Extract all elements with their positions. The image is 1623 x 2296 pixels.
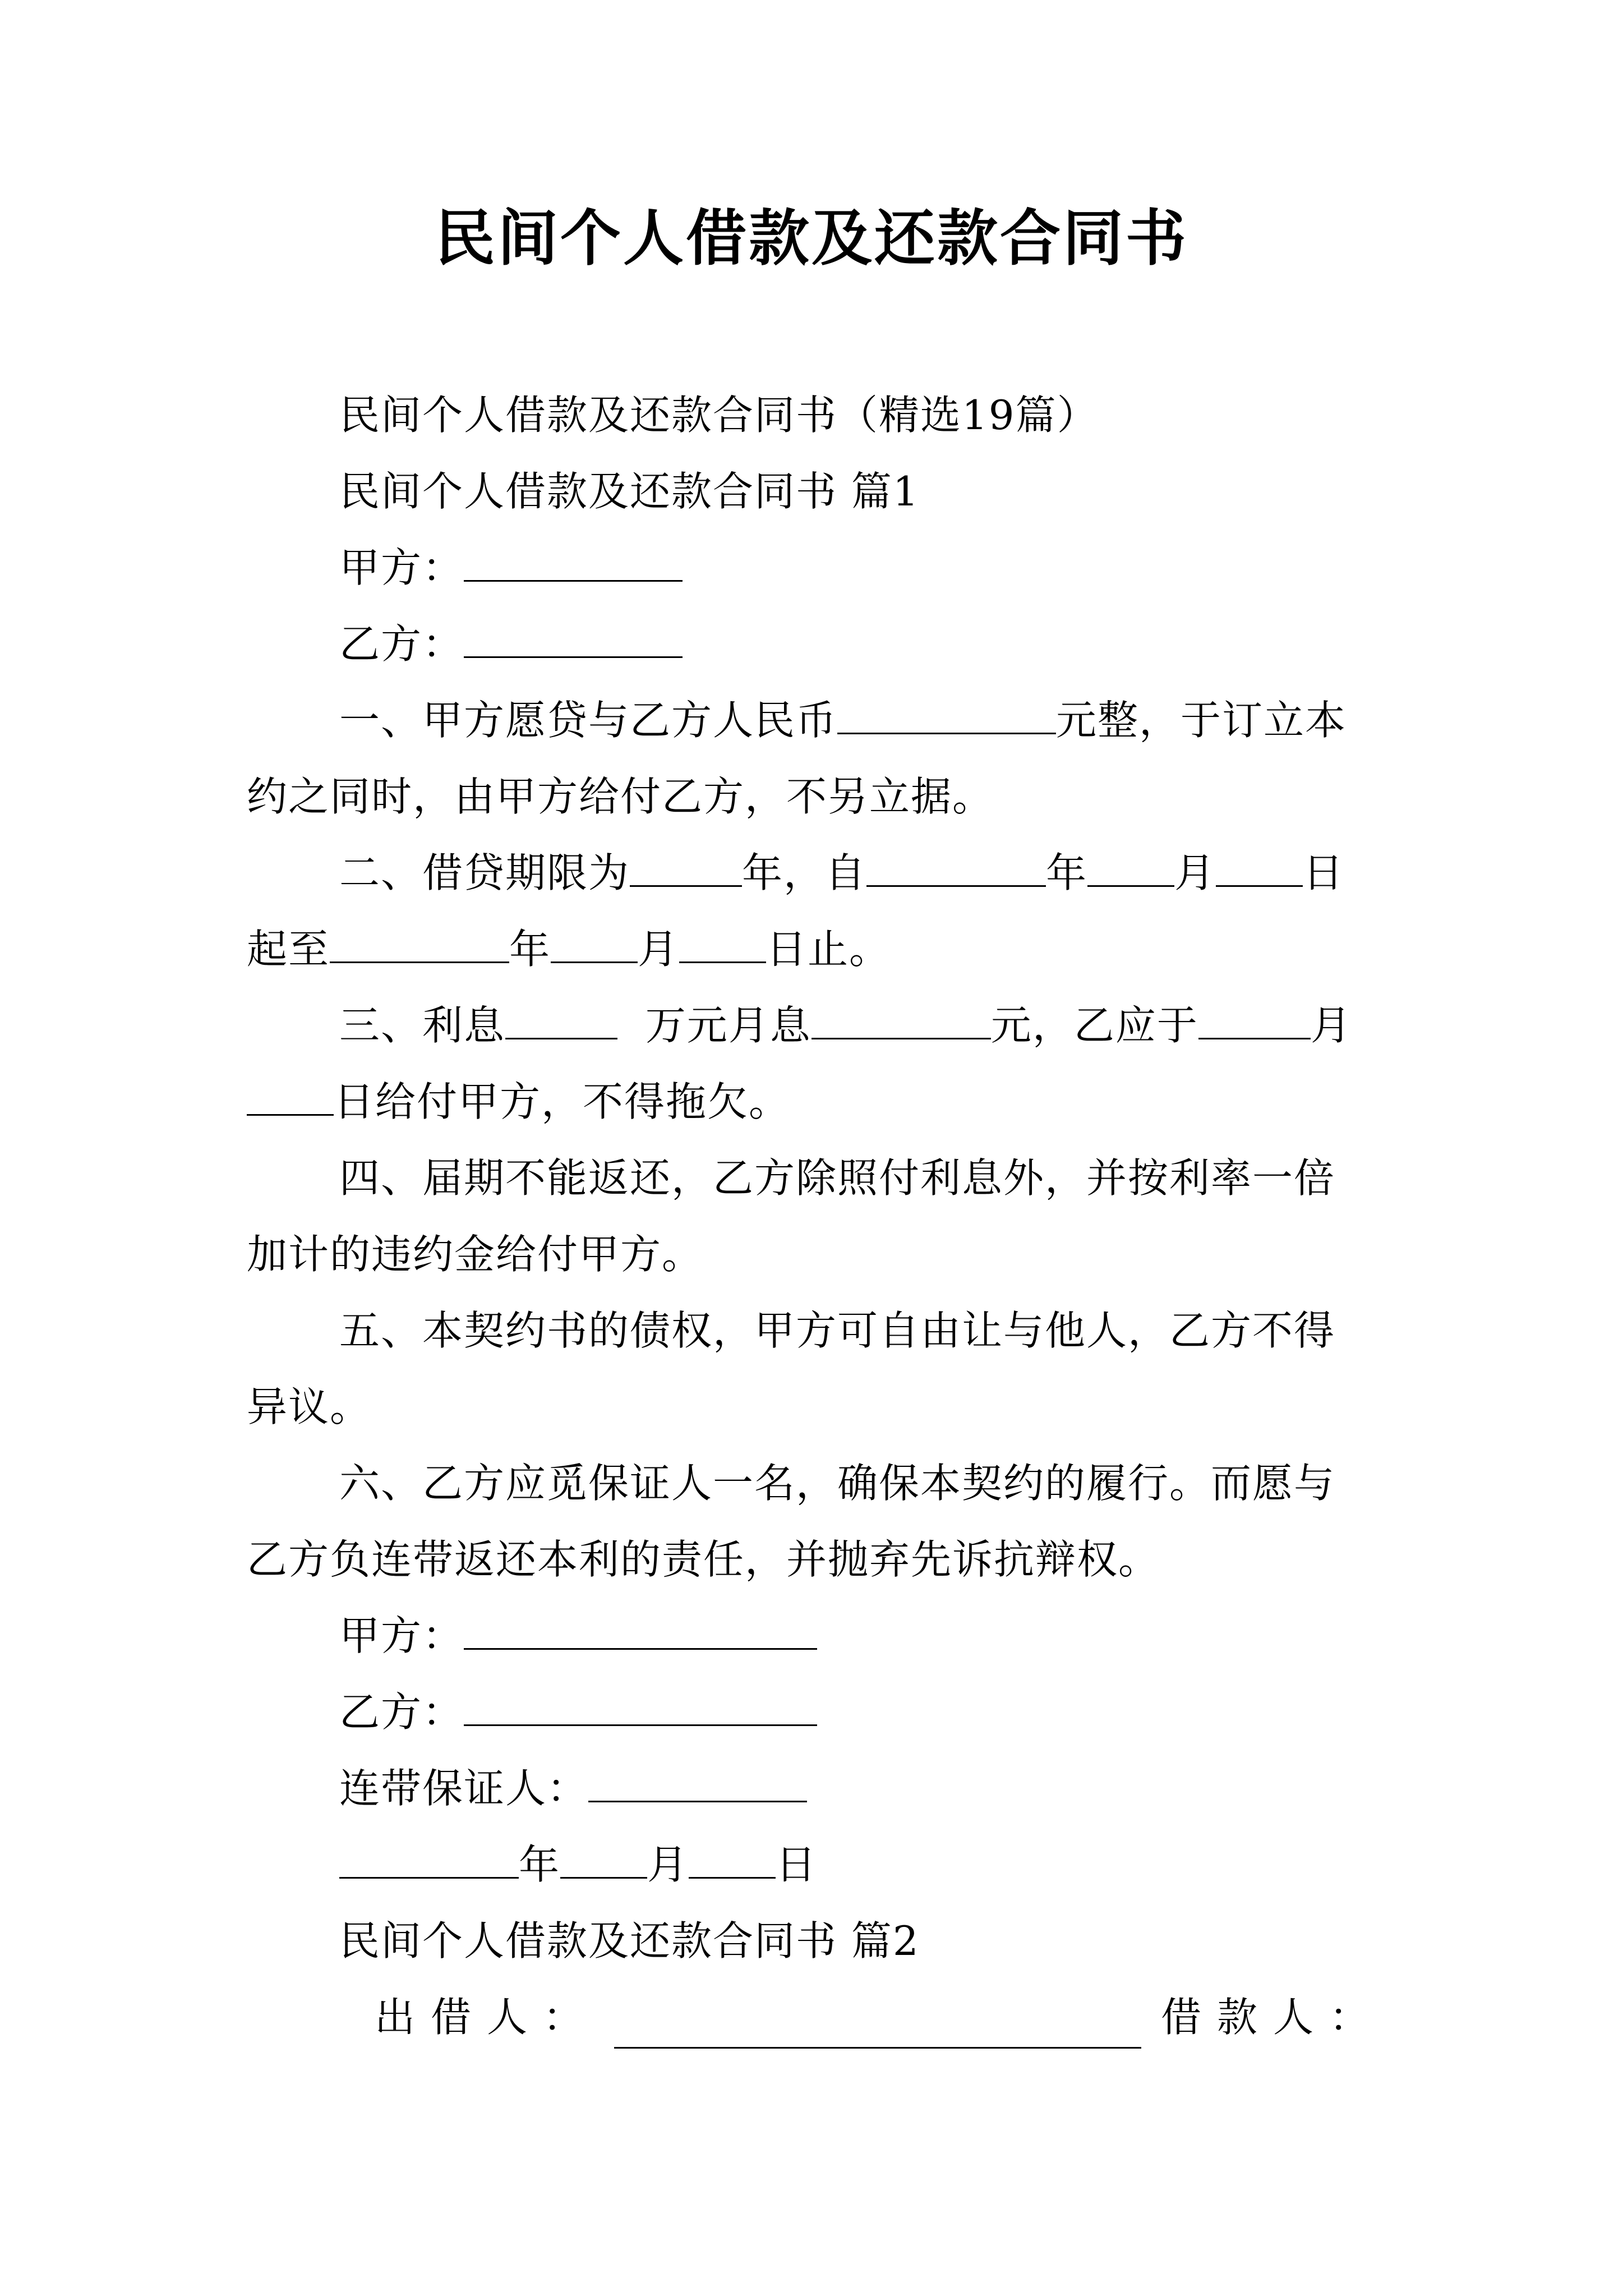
- start-year-blank: [866, 850, 1046, 887]
- clause-2-text-g: 年: [509, 926, 551, 973]
- pay-day-blank: [247, 1079, 334, 1116]
- monthly-interest-blank: [811, 1003, 991, 1039]
- clause-2-text-c: 年: [1046, 849, 1088, 896]
- sign-month-label: 月: [647, 1841, 689, 1888]
- clause-2-text-b: 年，自: [742, 849, 867, 896]
- end-day-blank: [679, 927, 766, 963]
- sign-party-a-label: 甲方：: [339, 1612, 464, 1659]
- clause-1-line-2: 约之同时，由甲方给付乙方，不另立据。: [247, 773, 994, 820]
- clause-2-line-2: [247, 921, 891, 977]
- clause-6-line-1: 六、乙方应觅保证人一名，确保本契约的履行。而愿与: [339, 1460, 1336, 1507]
- sign-party-b-blank: [464, 1690, 817, 1726]
- clause-4-line-2: 加计的违约金给付甲方。: [247, 1231, 704, 1278]
- sign-day-label: 日: [776, 1841, 818, 1888]
- section-heading-2: 民间个人借款及还款合同书 篇2: [339, 1917, 920, 1964]
- party-a-line: [339, 540, 683, 596]
- guarantor-line: [339, 1760, 807, 1816]
- sign-month-blank: [560, 1842, 647, 1879]
- section-heading-1: 民间个人借款及还款合同书 篇1: [339, 468, 920, 515]
- sign-year-label: 年: [519, 1841, 561, 1888]
- sign-date-line: [339, 1837, 817, 1893]
- lender-blank: [614, 2012, 1141, 2049]
- party-a-blank: [464, 545, 683, 582]
- clause-2-text-a: 二、借贷期限为: [339, 849, 630, 896]
- guarantor-label: 连带保证人：: [339, 1765, 589, 1812]
- clause-2-text-i: 日止。: [766, 926, 891, 973]
- sign-party-a-blank: [464, 1613, 817, 1650]
- party-a-label: 甲方：: [339, 544, 464, 591]
- sign-party-b-line: [339, 1684, 817, 1740]
- subtitle: 民间个人借款及还款合同书（精选19篇）: [339, 392, 1099, 439]
- amount-blank: [837, 698, 1056, 734]
- clause-3-line-2: [247, 1074, 790, 1130]
- clause-3-text-c: 元，乙应于: [990, 1002, 1198, 1049]
- clause-3-text-d: 月: [1310, 1002, 1352, 1049]
- end-month-blank: [551, 927, 638, 963]
- start-month-blank: [1087, 850, 1174, 887]
- clause-1-text-a: 一、甲方愿贷与乙方人民币: [339, 697, 838, 744]
- term-years-blank: [630, 850, 742, 887]
- document-title: 民间个人借款及还款合同书: [434, 203, 1188, 274]
- sign-party-b-label: 乙方：: [339, 1688, 464, 1736]
- sign-party-a-line: [339, 1608, 817, 1664]
- interest-blank: [505, 1003, 617, 1039]
- clause-6-line-2: 乙方负连带返还本利的责任，并抛弃先诉抗辩权。: [247, 1536, 1160, 1583]
- guarantor-blank: [588, 1766, 807, 1802]
- clause-1-line-1: [339, 692, 1347, 748]
- lender-label: 出借人：: [375, 1994, 600, 2041]
- party-b-label: 乙方：: [339, 620, 464, 668]
- end-year-blank: [330, 927, 509, 963]
- clause-4-line-1: 四、届期不能返还，乙方除照付利息外，并按利率一倍: [339, 1154, 1336, 1202]
- pay-month-blank: [1198, 1003, 1311, 1039]
- party-b-blank: [464, 622, 683, 658]
- clause-2-text-e: 日: [1303, 849, 1345, 896]
- sign-year-blank: [339, 1842, 519, 1879]
- clause-2-text-h: 月: [638, 926, 680, 973]
- clause-2-text-d: 月: [1174, 849, 1216, 896]
- clause-3-text-e: 日给付甲方，不得拖欠。: [334, 1078, 791, 1125]
- clause-1-text-b: 元整，于订立本: [1056, 697, 1347, 744]
- clause-3-line-1: [339, 997, 1352, 1053]
- start-day-blank: [1216, 850, 1303, 887]
- clause-2-line-1: [339, 845, 1344, 901]
- clause-3-text-a: 三、利息: [339, 1002, 506, 1049]
- borrower-label: 借款人：: [1161, 1994, 1386, 2041]
- sign-day-blank: [689, 1842, 776, 1879]
- clause-3-text-b: 万元月息: [645, 1002, 811, 1049]
- party-b-line: [339, 616, 683, 672]
- clause-2-text-f: 起至: [247, 926, 330, 973]
- clause-5-line-2: 异议。: [247, 1383, 372, 1430]
- clause-5-line-1: 五、本契约书的债权，甲方可自由让与他人，乙方不得: [339, 1307, 1336, 1354]
